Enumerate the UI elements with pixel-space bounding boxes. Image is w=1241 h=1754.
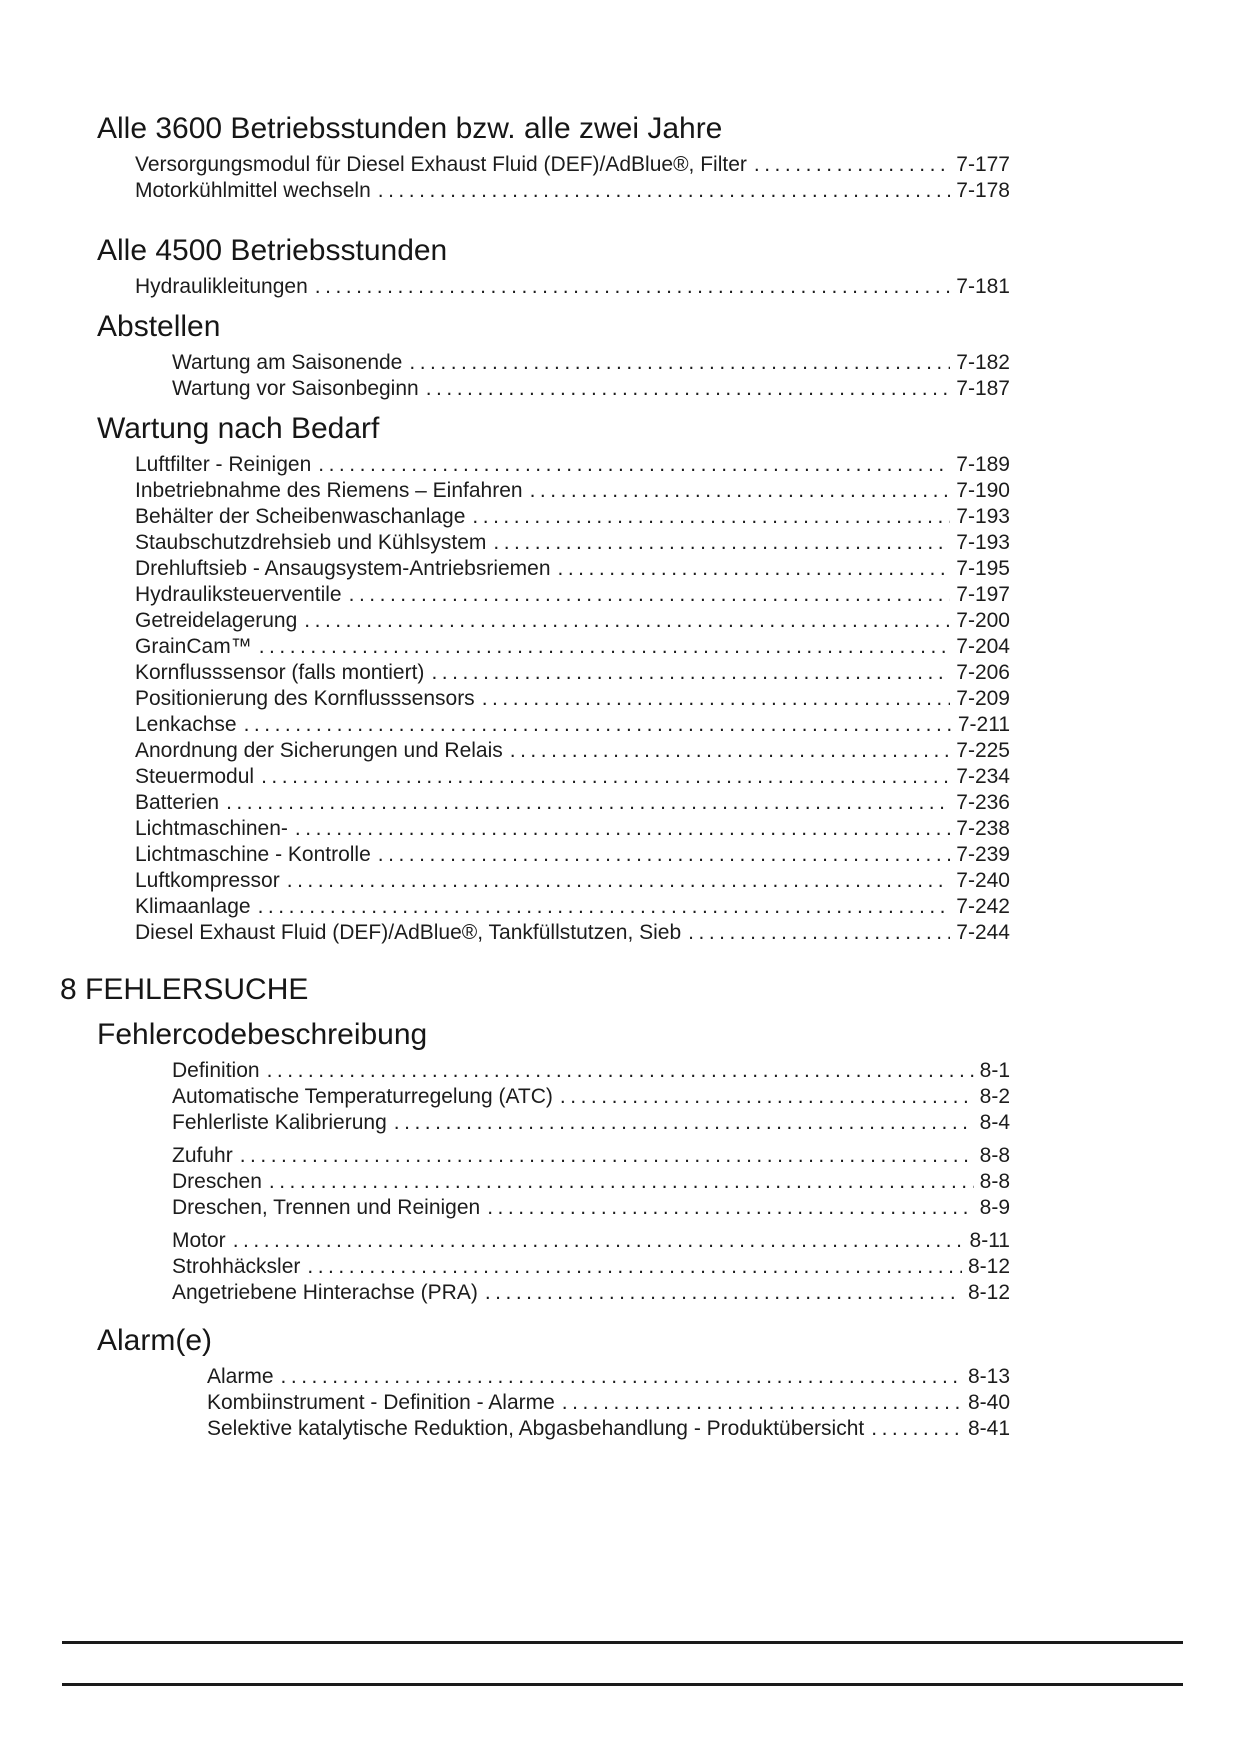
toc-entry-label: Fehlerliste Kalibrierung [172, 1111, 387, 1134]
dot-leader [287, 868, 951, 894]
toc-entry-page: 7-177 [956, 153, 1010, 176]
toc-entry [135, 816, 1010, 842]
toc-entry [135, 608, 1010, 634]
dot-leader [431, 660, 950, 686]
toc-entry-label: Luftfilter - Reinigen [135, 453, 312, 476]
toc-entry [135, 478, 1010, 504]
toc-entry [135, 660, 1010, 686]
section-heading: Alarm(e) [97, 1324, 213, 1357]
toc-entry-page: 7-178 [956, 179, 1010, 202]
dot-leader [244, 712, 952, 738]
toc-entry-page: 7-197 [956, 583, 1010, 606]
toc-entry-page: 7-239 [956, 843, 1010, 866]
entry-list [60, 1058, 1010, 1306]
toc-entry-page: 7-211 [957, 713, 1010, 736]
dot-leader [267, 1058, 974, 1084]
chapter-heading: 8 FEHLERSUCHE [60, 973, 309, 1006]
toc-entry [135, 686, 1010, 712]
toc-entry-label: Staubschutzdrehsieb und Kühlsystem [135, 531, 487, 554]
toc-entry-page: 8-12 [967, 1281, 1010, 1304]
dot-leader [269, 1169, 974, 1195]
toc-entry [207, 1364, 1010, 1390]
table-of-contents [60, 112, 1010, 1442]
toc-entry-label: Lenkachse [135, 713, 237, 736]
toc-entry-label: Positionierung des Kornflusssensors [135, 687, 475, 710]
toc-entry-page: 7-209 [956, 687, 1010, 710]
toc-entry [135, 842, 1010, 868]
section-heading: Fehlercodebeschreibung [97, 1018, 428, 1051]
section-abstellen [60, 310, 1010, 402]
toc-entry-page: 7-225 [956, 739, 1010, 762]
toc-entry [135, 152, 1010, 178]
section-heading: Wartung nach Bedarf [97, 412, 380, 445]
section-heading: Alle 4500 Betriebsstunden [97, 234, 448, 267]
toc-entry [135, 712, 1010, 738]
toc-entry-label: Dreschen [172, 1170, 262, 1193]
toc-entry-page: 8-1 [979, 1059, 1010, 1082]
toc-entry-label: Behälter der Scheibenwaschanlage [135, 505, 466, 528]
dot-leader [233, 1228, 964, 1254]
toc-entry-page: 8-2 [979, 1085, 1010, 1108]
toc-entry-page: 8-11 [969, 1229, 1010, 1252]
toc-entry [207, 1390, 1010, 1416]
toc-entry-page: 8-40 [967, 1391, 1010, 1414]
toc-entry [172, 350, 1010, 376]
toc-entry-page: 7-193 [956, 505, 1010, 528]
section-wartung-nach-bedarf [60, 412, 1010, 946]
toc-entry-label: Lichtmaschine - Kontrolle [135, 843, 371, 866]
dot-leader [530, 478, 951, 504]
toc-entry [172, 1280, 1010, 1306]
dot-leader [259, 634, 951, 660]
toc-entry-page: 8-8 [979, 1144, 1010, 1167]
toc-entry-label: Wartung am Saisonende [172, 351, 403, 374]
dot-leader [558, 556, 951, 582]
dot-leader [318, 452, 950, 478]
toc-entry-label: Motorkühlmittel wechseln [135, 179, 371, 202]
toc-entry [135, 504, 1010, 530]
toc-entry [135, 178, 1010, 204]
toc-entry-label: Batterien [135, 791, 220, 814]
dot-leader [307, 1254, 962, 1280]
entry-list [60, 350, 1010, 402]
footer-rule-top [62, 1641, 1183, 1644]
toc-entry-page: 7-206 [956, 661, 1010, 684]
toc-entry [135, 582, 1010, 608]
dot-leader [472, 504, 950, 530]
toc-entry [135, 920, 1010, 946]
toc-entry-label: Hydraulikleitungen [135, 275, 308, 298]
section-4500-hours [60, 234, 1010, 300]
dot-leader [304, 608, 950, 634]
section-fehlercodebeschreibung [60, 1018, 1010, 1306]
toc-entry-label: Angetriebene Hinterachse (PRA) [172, 1281, 478, 1304]
toc-entry [172, 1110, 1010, 1136]
toc-entry [172, 1143, 1010, 1169]
toc-entry [172, 1084, 1010, 1110]
toc-entry-page: 7-240 [956, 869, 1010, 892]
toc-entry-label: Zufuhr [172, 1144, 233, 1167]
dot-leader [426, 376, 951, 402]
toc-entry [135, 738, 1010, 764]
toc-entry [135, 274, 1010, 300]
toc-entry-label: Anordnung der Sicherungen und Relais [135, 739, 503, 762]
toc-entry-page: 7-189 [956, 453, 1010, 476]
toc-entry-label: Klimaanlage [135, 895, 251, 918]
dot-leader [258, 894, 951, 920]
section-heading: Abstellen [97, 310, 221, 343]
toc-entry [207, 1416, 1010, 1442]
toc-entry-page: 7-182 [956, 351, 1010, 374]
toc-entry [172, 376, 1010, 402]
toc-entry-page: 8-9 [979, 1196, 1010, 1219]
dot-leader [482, 686, 951, 712]
dot-leader [378, 178, 951, 204]
toc-entry-label: Inbetriebnahme des Riemens – Einfahren [135, 479, 523, 502]
dot-leader [871, 1416, 962, 1442]
dot-leader [688, 920, 950, 946]
toc-entry-label: Dreschen, Trennen und Reinigen [172, 1196, 481, 1219]
toc-entry-page: 7-193 [956, 531, 1010, 554]
toc-entry [135, 530, 1010, 556]
entry-list [60, 274, 1010, 300]
toc-entry-page: 7-204 [956, 635, 1010, 658]
toc-entry-page: 8-41 [967, 1417, 1010, 1440]
toc-entry-label: GrainCam™ [135, 635, 252, 658]
entry-list [60, 1364, 1010, 1442]
toc-entry-label: Drehluftsieb - Ansaugsystem-Antriebsriemen [135, 557, 551, 580]
toc-entry-page: 7-244 [956, 921, 1010, 944]
toc-entry-label: Definition [172, 1059, 260, 1082]
toc-entry [135, 790, 1010, 816]
toc-entry-page: 7-181 [956, 275, 1010, 298]
toc-entry-label: Selektive katalytische Reduktion, Abgasbehandlung - Produktübersicht [207, 1417, 865, 1440]
toc-entry-page: 8-13 [967, 1365, 1010, 1388]
toc-entry [135, 556, 1010, 582]
toc-entry-page: 8-4 [979, 1111, 1010, 1134]
toc-entry [135, 452, 1010, 478]
dot-leader [409, 350, 950, 376]
toc-entry-label: Lichtmaschinen- [135, 817, 288, 840]
toc-entry [172, 1058, 1010, 1084]
dot-leader [226, 790, 950, 816]
entry-list [60, 152, 1010, 204]
toc-entry-page: 7-238 [956, 817, 1010, 840]
dot-leader [349, 582, 951, 608]
dot-leader [754, 152, 950, 178]
toc-entry-page: 7-195 [956, 557, 1010, 580]
dot-leader [510, 738, 951, 764]
toc-entry-label: Wartung vor Saisonbeginn [172, 377, 419, 400]
toc-entry-page: 7-190 [956, 479, 1010, 502]
dot-leader [560, 1084, 974, 1110]
footer-rule-bottom [62, 1683, 1183, 1686]
dot-leader [562, 1390, 962, 1416]
toc-entry-page: 7-236 [956, 791, 1010, 814]
toc-entry-label: Strohhäcksler [172, 1255, 301, 1278]
toc-entry-label: Diesel Exhaust Fluid (DEF)/AdBlue®, Tankfüllstutzen, Sieb [135, 921, 682, 944]
dot-leader [485, 1280, 962, 1306]
toc-entry-page: 7-234 [956, 765, 1010, 788]
toc-entry-label: Kombiinstrument - Definition - Alarme [207, 1391, 555, 1414]
section-3600-hours [60, 112, 1010, 204]
dot-leader [378, 842, 951, 868]
toc-entry-label: Hydrauliksteuerventile [135, 583, 342, 606]
toc-entry [172, 1195, 1010, 1221]
dot-leader [281, 1364, 962, 1390]
toc-entry-label: Getreidelagerung [135, 609, 298, 632]
section-alarme [60, 1324, 1010, 1442]
toc-entry [135, 764, 1010, 790]
dot-leader [493, 530, 950, 556]
dot-leader [487, 1195, 973, 1221]
entry-list [60, 452, 1010, 946]
toc-entry-page: 8-8 [979, 1170, 1010, 1193]
toc-entry-label: Automatische Temperaturregelung (ATC) [172, 1085, 553, 1108]
toc-entry [135, 894, 1010, 920]
toc-entry [135, 634, 1010, 660]
dot-leader [394, 1110, 974, 1136]
dot-leader [261, 764, 950, 790]
toc-entry-page: 8-12 [967, 1255, 1010, 1278]
dot-leader [240, 1143, 974, 1169]
toc-entry-label: Alarme [207, 1365, 274, 1388]
toc-entry-label: Motor [172, 1229, 226, 1252]
toc-entry [172, 1254, 1010, 1280]
toc-entry [172, 1169, 1010, 1195]
toc-entry-page: 7-187 [956, 377, 1010, 400]
toc-entry-label: Luftkompressor [135, 869, 280, 892]
toc-entry-label: Steuermodul [135, 765, 255, 788]
toc-entry-label: Versorgungsmodul für Diesel Exhaust Fluid (DEF)/AdBlue®, Filter [135, 153, 747, 176]
toc-entry-page: 7-200 [956, 609, 1010, 632]
toc-entry-page: 7-242 [956, 895, 1010, 918]
section-heading: Alle 3600 Betriebsstunden bzw. alle zwei Jahre [97, 112, 723, 145]
toc-entry [135, 868, 1010, 894]
dot-leader [315, 274, 951, 300]
toc-entry [172, 1228, 1010, 1254]
dot-leader [295, 816, 950, 842]
toc-entry-label: Kornflusssensor (falls montiert) [135, 661, 425, 684]
